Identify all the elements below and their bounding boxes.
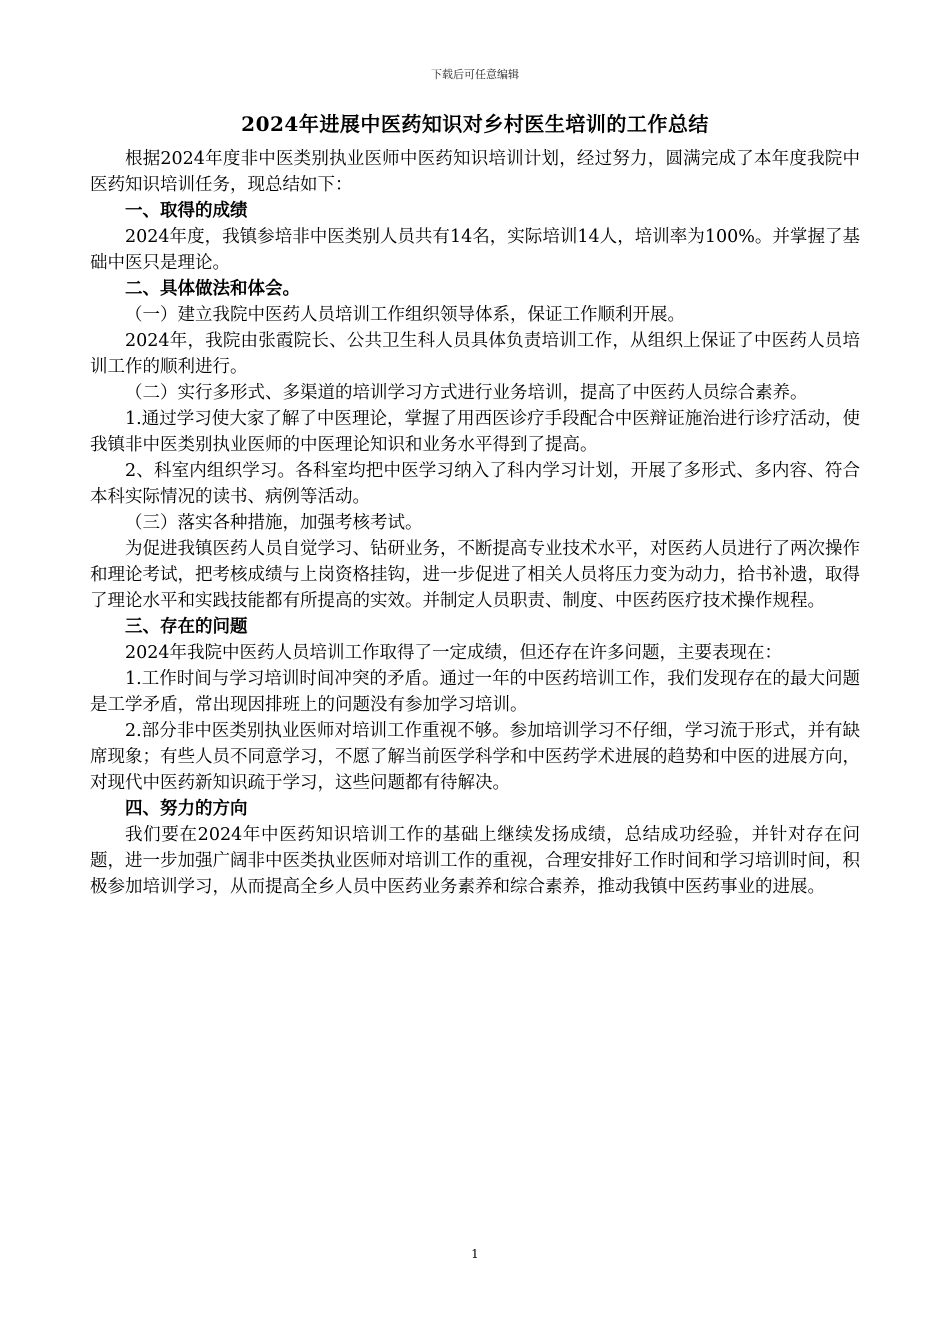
paragraph: （二）实行多形式、多渠道的培训学习方式进行业务培训，提高了中医药人员综合素养。 (125, 383, 808, 403)
paragraph: 2024年度，我镇参培非中医类别人员共有14名，实际培训14人，培训率为100%。并掌握了基础中医只是理论。 (90, 227, 860, 273)
paragraph: 2、科室内组织学习。各科室均把中医学习纳入了科内学习计划，开展了多形式、多内容、符合本科实际情况的读书、病例等活动。 (90, 461, 860, 507)
paragraph: 2.部分非中医类别执业医师对培训工作重视不够。参加培训学习不仔细，学习流于形式，并有缺席现象；有些人员不同意学习，不愿了解当前医学科学和中医药学术进展的趋势和中医的进展方向，对现代中医药新知识疏于学习，这些问题都有待解决。 (90, 721, 860, 793)
header-note: 下载后可任意编辑 (431, 68, 519, 81)
paragraph: 根据2024年度非中医类别执业医师中医药知识培训计划，经过努力，圆满完成了本年度我院中医药知识培训任务，现总结如下： (90, 149, 860, 195)
document-body (90, 146, 860, 900)
section-heading: 三、存在的问题 (125, 617, 248, 637)
paragraph: （一）建立我院中医药人员培训工作组织领导体系，保证工作顺利开展。 (125, 305, 685, 325)
section-heading: 二、具体做法和体会。 (125, 279, 300, 299)
paragraph: （三）落实各种措施，加强考核考试。 (125, 513, 423, 533)
paragraph: 1.通过学习使大家了解了中医理论，掌握了用西医诊疗手段配合中医辩证施治进行诊疗活动，使我镇非中医类别执业医师的中医理论知识和业务水平得到了提高。 (90, 409, 860, 455)
section-heading: 四、努力的方向 (125, 799, 248, 819)
paragraph: 1.工作时间与学习培训时间冲突的矛盾。通过一年的中医药培训工作，我们发现存在的最大问题是工学矛盾，常出现因排班上的问题没有参加学习培训。 (90, 669, 860, 715)
document-title: 2024年进展中医药知识对乡村医生培训的工作总结 (241, 112, 709, 136)
paragraph: 2024年，我院由张霞院长、公共卫生科人员具体负责培训工作，从组织上保证了中医药人员培训工作的顺利进行。 (90, 331, 860, 377)
section-heading: 一、取得的成绩 (125, 201, 248, 221)
paragraph: 我们要在2024年中医药知识培训工作的基础上继续发扬成绩，总结成功经验，并针对存在问题，进一步加强广阔非中医类执业医师对培训工作的重视，合理安排好工作时间和学习培训时间，积极参加培训学习，从而提高全乡人员中医药业务素养和综合素养，推动我镇中医药事业的进展。 (90, 825, 860, 897)
paragraph: 2024年我院中医药人员培训工作取得了一定成绩，但还存在许多问题，主要表现在： (125, 643, 783, 663)
paragraph: 为促进我镇医药人员自觉学习、钻研业务，不断提高专业技术水平，对医药人员进行了两次操作和理论考试，把考核成绩与上岗资格挂钩，进一步促进了相关人员将压力变为动力，拾书补遗，取得了理论水平和实践技能都有所提高的实效。并制定人员职责、制度、中医药医疗技术操作规程。 (90, 539, 860, 611)
page-number: 1 (471, 1247, 479, 1261)
